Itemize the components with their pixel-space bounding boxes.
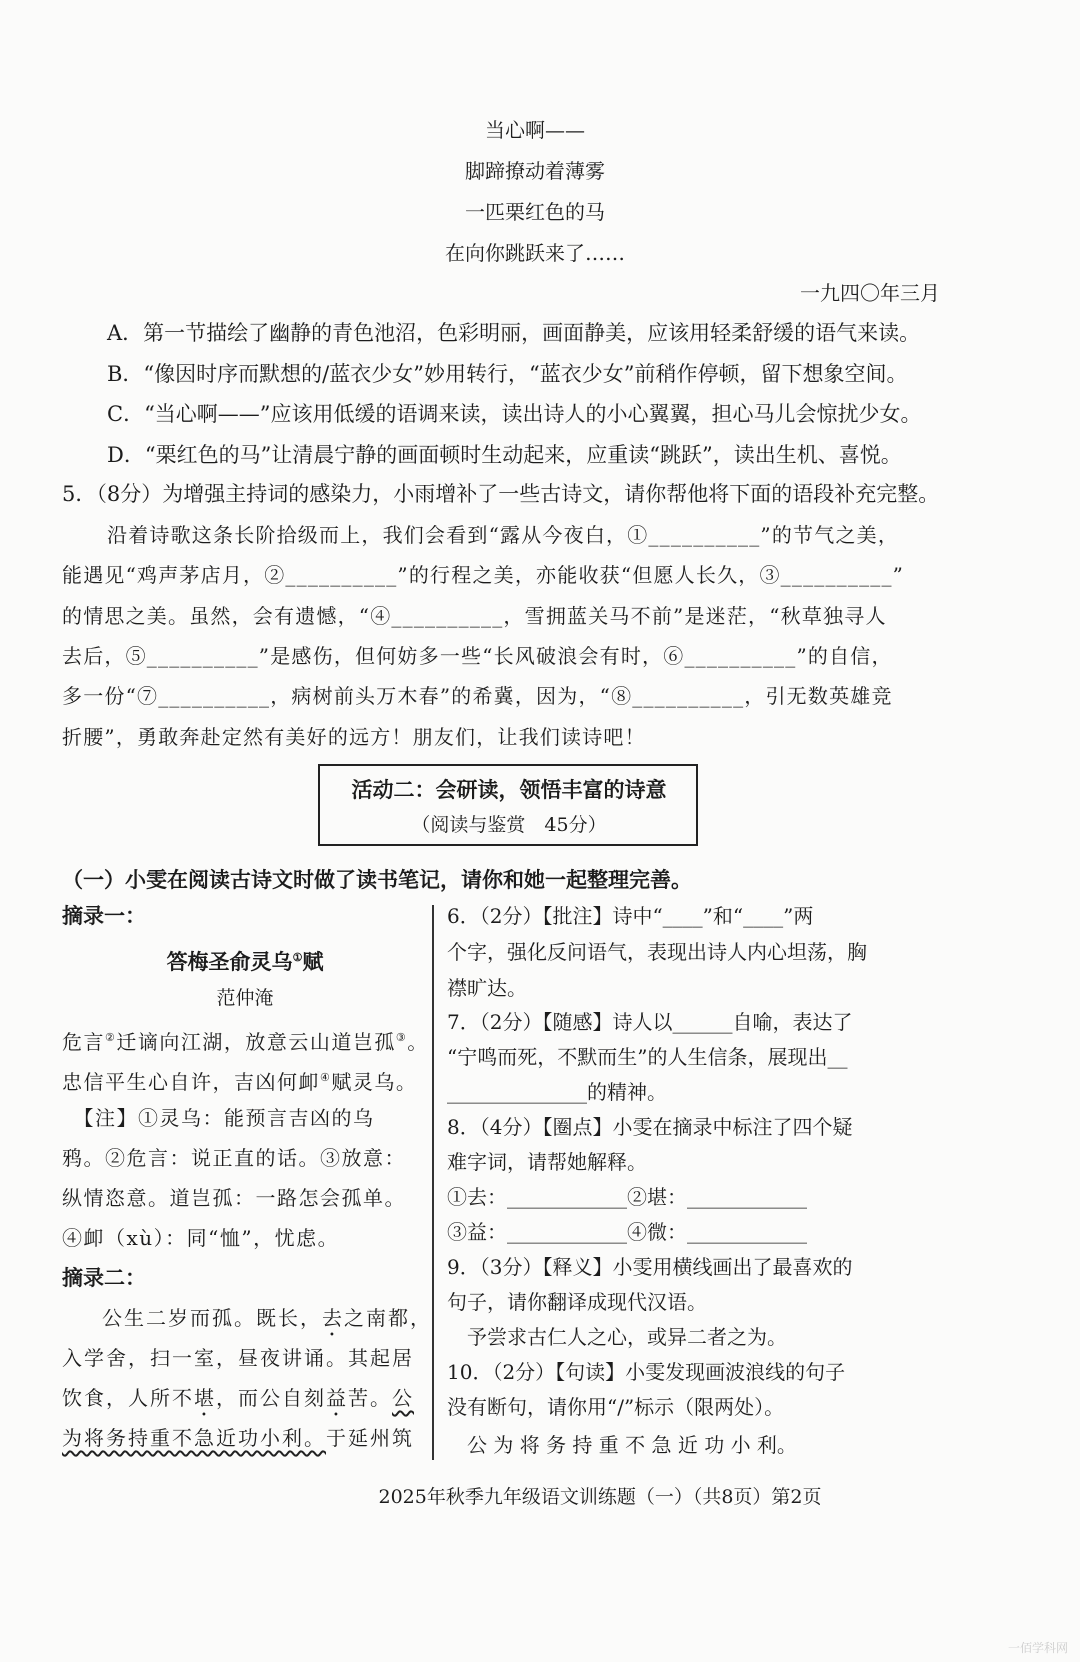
text-segment: 迁谪向江湖，放意云山道岂孤 [116, 1030, 396, 1054]
excerpt-1-line [62, 1223, 339, 1253]
question-5-paragraph-line: 能遇见“鸡声茅店月，②__________”的行程之美，亦能收获“但愿人长久，③__________” [62, 563, 905, 588]
question-5-paragraph-line: 折腰”，勇敢奔赴定然有美好的远方！朋友们，让我们读诗吧！ [62, 724, 646, 749]
text-segment: 鸦。②危言：说正直的话。③放意： [62, 1146, 406, 1170]
text-segment: 危言 [62, 1030, 105, 1054]
excerpt-1-line [62, 1023, 429, 1057]
excerpt-2-line [62, 1343, 414, 1373]
question-line: 10．（2分）【句读】小雯发现画波浪线的句子 [447, 1360, 846, 1384]
footnote-marker: ② [105, 1031, 117, 1044]
column-divider [432, 905, 434, 1460]
question-5-title: 5．（8分）为增强主持词的感染力，小雨增补了一些古诗文，请你帮他将下面的语段补充完整。 [62, 482, 940, 506]
question-5-paragraph-line: 的情思之美。虽然，会有遗憾，“④__________，雪拥蓝关马不前”是迷茫，“秋草独寻人 [62, 603, 887, 628]
footnote-marker: ④ [320, 1071, 332, 1084]
text-segment: 答梅圣俞灵乌 [166, 949, 293, 974]
question-line: ①去：____________②堪：____________ [447, 1185, 807, 1209]
question-line: 句子，请你翻译成现代汉语。 [447, 1290, 707, 1314]
text-segment: 公生二岁而孤。既长， [80, 1306, 322, 1330]
text-segment: 。 [407, 1030, 429, 1054]
excerpt-2-line [62, 1383, 414, 1421]
excerpt-2-label: 摘录二： [62, 1265, 146, 1290]
text-segment: 入学舍，扫一室，昼夜讲诵。其起居 [62, 1346, 414, 1370]
option-b: B．“像因时序而默想的/蓝衣少女”妙用转行，“蓝衣少女”前稍作停顿，留下想象空间。 [107, 361, 908, 386]
activity-title: 活动二：会研读，领悟丰富的诗意 [351, 777, 667, 802]
dotted-emphasis-char: 堪 [194, 1386, 216, 1410]
text-segment: 赋 [302, 949, 324, 974]
text-segment: 赋灵乌。 [331, 1070, 418, 1094]
activity-subtitle: （阅读与鉴赏 45分） [411, 814, 607, 836]
wavy-underlined-text: 为将务持重不急近功小利。 [62, 1426, 326, 1450]
text-segment: 于延州筑 [326, 1426, 414, 1450]
watermark: 一佰学科网 [1007, 1641, 1068, 1655]
poem-date: 一九四〇年三月 [800, 281, 940, 305]
question-5-paragraph-line: 沿着诗歌这条长阶拾级而上，我们会看到“露从今夜白，①__________”的节气之美， [107, 523, 900, 547]
excerpt-1-line [62, 1143, 406, 1173]
text-segment: 之南都， [344, 1306, 432, 1330]
question-line: ③益：____________④微：____________ [447, 1220, 807, 1244]
excerpt-1-line [62, 1183, 406, 1213]
footnote-marker: ① [292, 951, 303, 964]
option-c: C．“当心啊——”应该用低缓的语调来读，读出诗人的小心翼翼，担心马儿会惊扰少女。 [107, 402, 922, 426]
excerpt-2-line [62, 1423, 414, 1453]
option-d: D．“栗红色的马”让清晨宁静的画面顿时生动起来，应重读“跳跃”，读出生机、喜悦。 [107, 442, 902, 467]
excerpt-1-author: 范仲淹 [216, 987, 274, 1009]
question-line: “宁鸣而死，不默而生”的人生信条，展现出__ [447, 1045, 848, 1069]
question-line: 予尝求古仁人之心，或异二者之为。 [447, 1325, 787, 1349]
question-line: 9．（3分）【释义】小雯用横线画出了最喜欢的 [447, 1255, 853, 1279]
text-segment: 【注】①灵乌：能预言吉凶的乌 [62, 1106, 375, 1130]
question-line: 6．（2分）【批注】诗中“____”和“____”两 [447, 904, 814, 928]
poem-line: 当心啊—— [485, 118, 585, 142]
section-1-intro: （一）小雯在阅读古诗文时做了读书笔记，请你和她一起整理完善。 [62, 867, 692, 892]
question-line: 8．（4分）【圈点】小雯在摘录中标注了四个疑 [447, 1115, 853, 1139]
poem-line: 一匹栗红色的马 [465, 200, 605, 224]
excerpt-2-line [80, 1303, 432, 1341]
footnote-marker: ③ [395, 1031, 408, 1044]
text-segment: 忠信平生心自许，吉凶何卹 [62, 1070, 320, 1094]
question-5-paragraph-line: 多一份“⑦__________，病树前头万木春”的希冀，因为，“⑧__________，引无数英雄竞 [62, 684, 893, 709]
text-segment: 纵情恣意。道岂孤：一路怎会孤单。 [62, 1186, 406, 1210]
excerpt-1-line [62, 1063, 417, 1097]
question-line: 襟旷达。 [447, 976, 527, 1000]
text-segment: 饮食，人所不 [62, 1386, 194, 1410]
excerpt-1-title [167, 943, 324, 977]
option-a: A．第一节描绘了幽静的青色池沼，色彩明丽，画面静美，应该用轻柔舒缓的语气来读。 [107, 321, 921, 345]
question-line: 7．（2分）【随感】诗人以______自喻，表达了 [447, 1010, 853, 1034]
poem-line: 在向你跳跃来了…… [445, 241, 625, 265]
text-segment: ，而公自刻 [216, 1386, 326, 1410]
text-segment: ④卹（xù）：同“恤”，忧虑。 [62, 1226, 340, 1250]
question-line: 公 为 将 务 持 重 不 急 近 功 小 利。 [447, 1433, 797, 1457]
text-segment: 苦。 [348, 1386, 392, 1410]
question-line: 难字词，请帮她解释。 [447, 1150, 647, 1174]
poem-line: 脚蹄撩动着薄雾 [465, 159, 605, 183]
question-line: ______________的精神。 [447, 1080, 667, 1104]
question-line: 个字，强化反问语气，表现出诗人内心坦荡，胸 [447, 940, 867, 964]
excerpt-1-line [62, 1103, 375, 1133]
page-footer: 2025年秋季九年级语文训练题（一）（共8页）第2页 [378, 1486, 822, 1508]
dotted-emphasis-char: 益 [326, 1386, 348, 1410]
question-5-paragraph-line: 去后，⑤__________”是感伤，但何妨多一些“长风破浪会有时，⑥__________”的自信， [62, 643, 893, 668]
question-line: 没有断句，请你用“/”标示（限两处）。 [447, 1395, 785, 1419]
dotted-emphasis-char: 去 [322, 1306, 344, 1330]
wavy-underlined-text: 公 [392, 1386, 414, 1410]
excerpt-1-label: 摘录一： [62, 903, 146, 928]
